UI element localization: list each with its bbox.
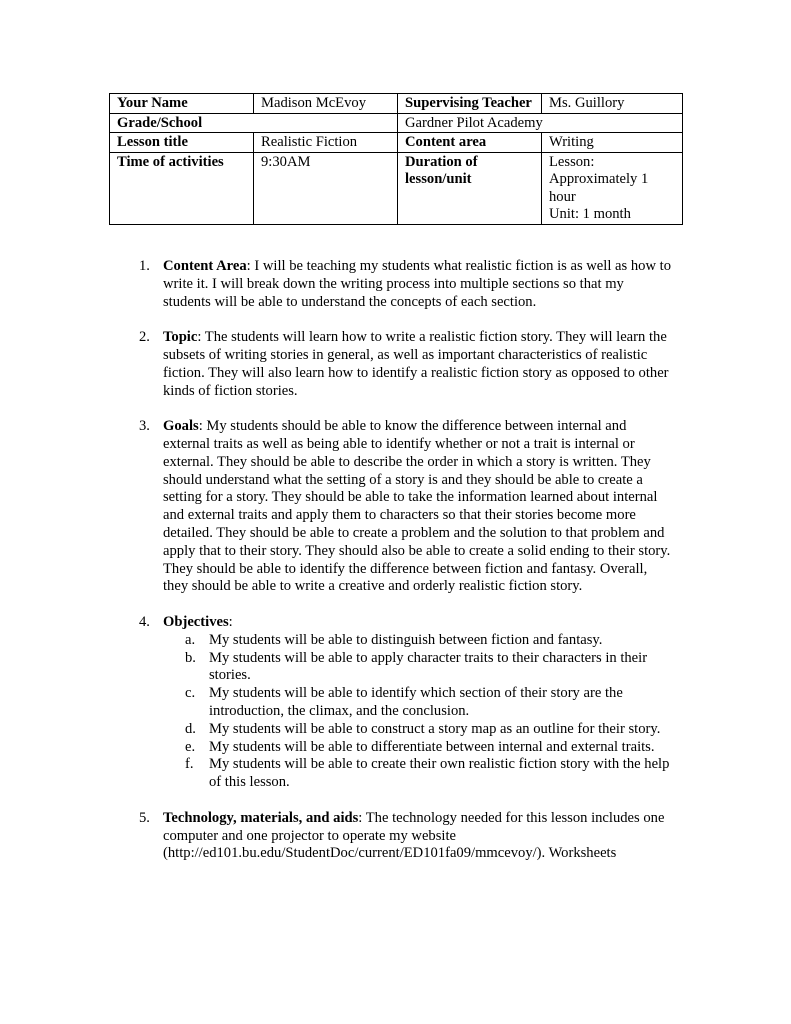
item-letter: c. [185,685,196,702]
item-text: My students will be able to construct a story map as an outline for their story. [209,720,661,737]
list-item [163,721,675,739]
section-number: 2. [139,329,150,346]
table-row [110,113,683,133]
content-area-value: Writing [542,133,683,153]
section-objectives [139,614,675,792]
your-name-label: Your Name [110,94,254,114]
item-text: My students will be able to distinguish between fiction and fantasy. [209,631,603,648]
section-heading: Technology, materials, and aids [163,809,359,826]
grade-school-label: Grade/School [110,113,398,133]
section-text: : The students will learn how to write a realistic fiction story. They will learn the subsets of writing stories in general, as well as important characteristics of realistic fiction. They will also learn how to identify a realistic fiction story as opposed to other kinds of fiction stories. [163,329,669,399]
item-text: My students will be able to identify which section of their story are the introduction, the climax, and the conclusion. [209,685,623,719]
section-heading: Content Area [163,258,247,274]
table-row [110,133,683,153]
item-text: My students will be able to differentiate between internal and external traits. [209,738,655,755]
item-text: My students will be able to create their own realistic fiction story with the help of this lesson. [209,756,670,791]
lesson-info-table [109,93,683,225]
table-row [110,152,683,224]
duration-lesson: Lesson: Approximately 1 hour [549,153,649,205]
lesson-sections [139,258,675,881]
list-item [163,685,675,721]
section-text: : The technology needed for this lesson includes one computer and one projector to operate my website (http://ed101.bu.edu/StudentDoc/current/ED101fa09/mmcevoy/). Worksheets [163,809,665,862]
grade-school-value: Gardner Pilot Academy [398,113,683,133]
section-content-area [139,258,675,311]
section-heading: Topic [163,329,198,346]
time-of-activities-value: 9:30AM [254,152,398,224]
section-heading: Goals [163,418,199,435]
item-letter: e. [185,738,196,755]
duration-unit: Unit: 1 month [549,206,631,222]
lesson-title-value: Realistic Fiction [254,133,398,153]
item-letter: a. [185,631,196,648]
section-text: : I will be teaching my students what realistic fiction is as well as how to write it. I will break down the writing process into multiple sections so that my students will be able to understand the concepts of each section. [163,258,671,310]
lesson-title-label: Lesson title [110,133,254,153]
duration-label: Duration of lesson/unit [398,152,542,224]
list-item [163,632,675,650]
item-letter: d. [185,720,196,737]
your-name-value: Madison McEvoy [254,94,398,114]
item-letter: f. [185,756,194,773]
section-number: 4. [139,613,150,630]
supervising-teacher-value: Ms. Guillory [542,94,683,114]
section-heading: Objectives [163,613,229,630]
time-of-activities-label: Time of activities [110,152,254,224]
section-text: : [228,613,233,630]
content-area-label: Content area [398,133,542,153]
section-topic [139,329,675,400]
section-goals [139,418,675,596]
table-row [110,94,683,114]
section-number: 3. [139,418,150,435]
objectives-list [163,632,675,792]
list-item [163,650,675,686]
section-number: 5. [139,809,150,826]
item-letter: b. [185,649,196,666]
list-item [163,756,675,792]
list-item [163,739,675,757]
section-number: 1. [139,258,150,274]
duration-value [542,152,683,224]
section-text: : My students should be able to know the difference between internal and external traits as well as being able to identify whether or not a trait is internal or external. They should be able to describe the order in which a story is written. They should understand what the setting of a story is and they should be able to create a setting for a story. They should be able to take the information learned about internal and external traits and apply them to characters so that their stories become more detailed. They should be able to create a problem and the solution to that problem and apply that to their story. They should also be able to create a solid ending to their story. They should be able to identify the difference between fiction and fantasy. Overall, they should be able to write a creative and orderly realistic fiction story. [163,418,671,595]
supervising-teacher-label: Supervising Teacher [398,94,542,114]
section-technology [139,810,675,863]
item-text: My students will be able to apply character traits to their characters in their stories. [209,649,648,684]
